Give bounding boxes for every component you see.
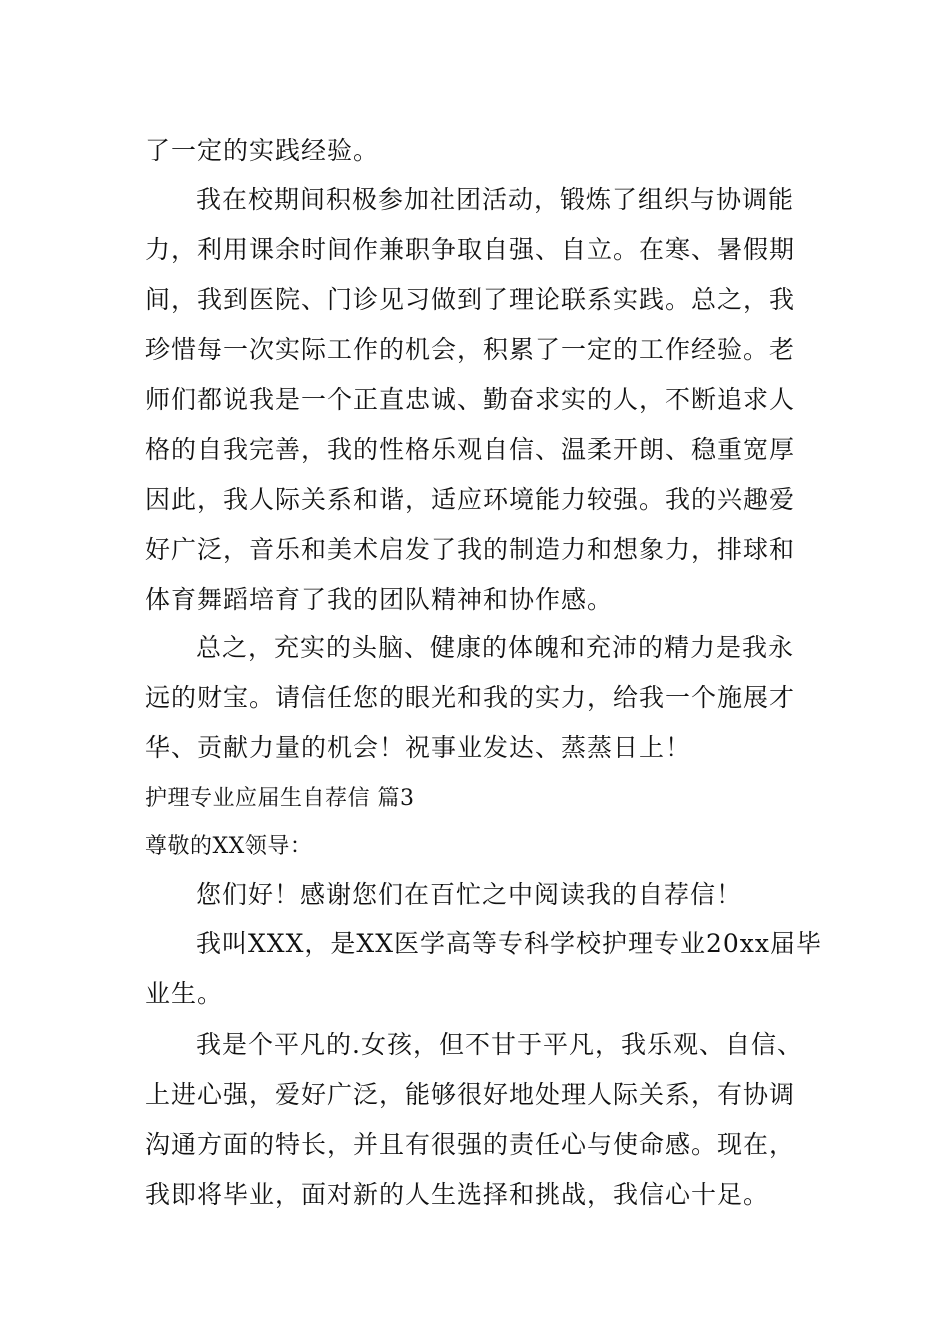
text-line: 业生。: [145, 979, 224, 1008]
text-line: 珍惜每一次实际工作的机会，积累了一定的工作经验。老: [145, 335, 796, 364]
salutation: 尊敬的XX领导：: [145, 834, 313, 859]
text-line: 格的自我完善，我的性格乐观自信、温柔开朗、稳重宽厚: [145, 435, 796, 464]
text-line: 远的财宝。请信任您的眼光和我的实力，给我一个施展才: [145, 683, 796, 712]
text-line: 上进心强，爱好广泛，能够很好地处理人际关系，有协调: [145, 1080, 796, 1109]
text-line: 我即将毕业，面对新的人生选择和挑战，我信心十足。: [145, 1180, 770, 1209]
text-line: 师们都说我是一个正直忠诚、勤奋求实的人，不断追求人: [145, 385, 796, 414]
text-line: 沟通方面的特长，并且有很强的责任心与使命感。现在，: [145, 1130, 796, 1159]
text-line: 华、贡献力量的机会！祝事业发达、蒸蒸日上！: [145, 733, 692, 762]
text-line: 间，我到医院、门诊见习做到了理论联系实践。总之，我: [145, 285, 796, 314]
paragraph-start: 您们好！感谢您们在百忙之中阅读我的自荐信！: [196, 880, 743, 909]
paragraph-start: 我叫XXX，是XX医学高等专科学校护理专业20xx届毕: [196, 929, 823, 958]
text-line: 因此，我人际关系和谐，适应环境能力较强。我的兴趣爱: [145, 485, 796, 514]
paragraph-start: 总之，充实的头脑、健康的体魄和充沛的精力是我永: [196, 633, 795, 662]
section-heading: 护理专业应届生自荐信 篇3: [145, 786, 415, 811]
text-line: 好广泛，音乐和美术启发了我的制造力和想象力，排球和: [145, 535, 796, 564]
text-line: 体育舞蹈培育了我的团队精神和协作感。: [145, 585, 614, 614]
paragraph-start: 我是个平凡的.女孩，但不甘于平凡，我乐观、自信、: [196, 1030, 803, 1059]
paragraph-start: 我在校期间积极参加社团活动，锻炼了组织与协调能: [196, 185, 795, 214]
text-line: 了一定的实践经验。: [145, 136, 380, 165]
text-line: 力，利用课余时间作兼职争取自强、自立。在寒、暑假期: [145, 235, 796, 264]
